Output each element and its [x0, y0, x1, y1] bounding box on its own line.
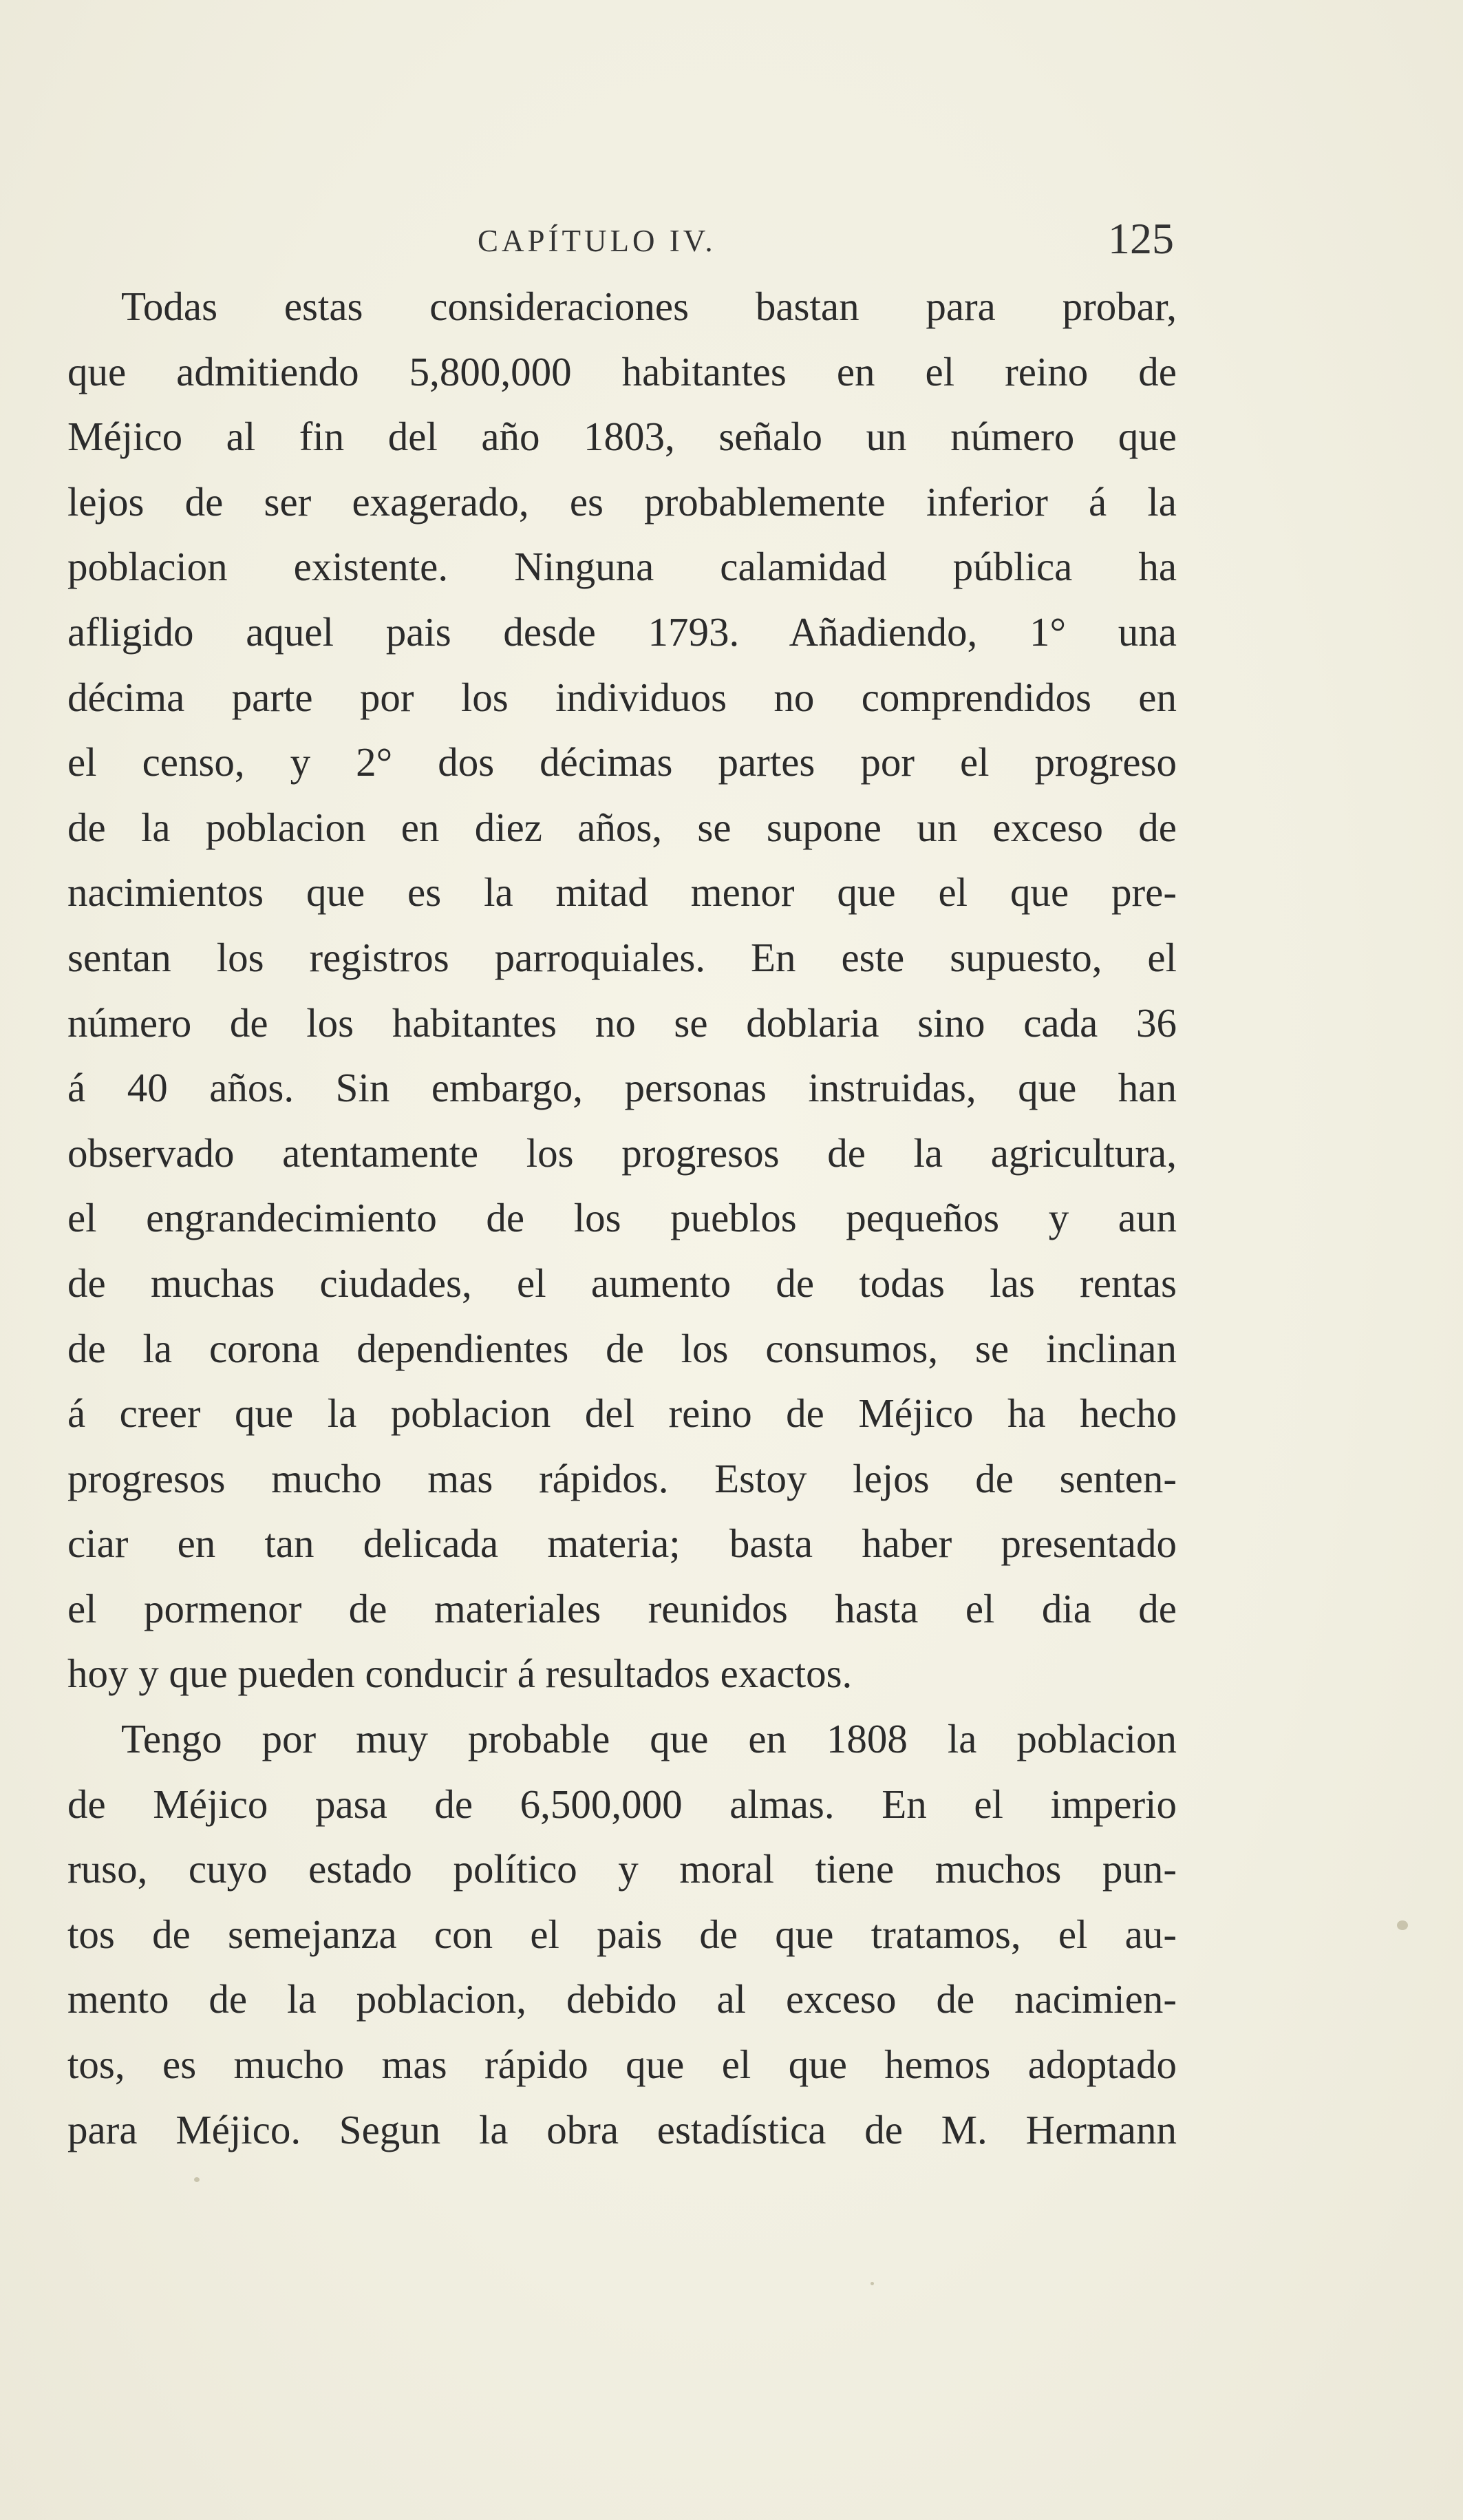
paper-speck — [1397, 1920, 1408, 1930]
body-text — [67, 274, 1177, 2162]
text-line: Méjico al fin del año 1803, señalo un número que — [67, 414, 1177, 460]
text-line: afligido aquel pais desde 1793. Añadiendo, 1° una — [67, 608, 1177, 655]
text-line: número de los habitantes no se doblaria sino cada 36 — [67, 999, 1177, 1046]
chapter-title: CAPÍTULO IV. — [478, 224, 716, 258]
text-line: tos de semejanza con el pais de que tratamos, el au- — [67, 1911, 1177, 1957]
text-line: ciar en tan delicada materia; basta haber presentado — [67, 1521, 1177, 1567]
text-line: de la poblacion en diez años, se supone un exceso de — [67, 804, 1177, 850]
text-line: el pormenor de materiales reunidos hasta el dia de — [67, 1585, 1177, 1631]
text-line: de Méjico pasa de 6,500,000 almas. En el imperio — [67, 1781, 1177, 1827]
text-line: observado atentamente los progresos de la agricultura, — [67, 1130, 1177, 1176]
text-line: lejos de ser exagerado, es probablemente inferior á la — [67, 478, 1177, 525]
text-line: sentan los registros parroquiales. En este supuesto, el — [67, 934, 1177, 980]
text-line: poblacion existente. Ninguna calamidad pública ha — [67, 544, 1177, 590]
text-line: el censo, y 2° dos décimas partes por el progreso — [67, 739, 1177, 785]
running-head — [67, 213, 1174, 268]
text-line: de la corona dependientes de los consumos, se inclinan — [67, 1325, 1177, 1371]
text-line: tos, es mucho mas rápido que el que hemos adoptado — [67, 2042, 1177, 2088]
text-line: el engrandecimiento de los pueblos pequeños y aun — [67, 1195, 1177, 1241]
text-line: para Méjico. Segun la obra estadística de M. Hermann — [67, 2106, 1177, 2152]
text-line: de muchas ciudades, el aumento de todas las rentas — [67, 1260, 1177, 1306]
text-line: Tengo por muy probable que en 1808 la poblacion — [121, 1716, 1177, 1762]
text-line: que admitiendo 5,800,000 habitantes en el reino de — [67, 348, 1177, 394]
text-line: décima parte por los individuos no comprendidos en — [67, 674, 1177, 720]
page-number: 125 — [1108, 214, 1174, 263]
text-line: á creer que la poblacion del reino de Méjico ha hecho — [67, 1390, 1177, 1437]
text-line: mento de la poblacion, debido al exceso de nacimien- — [67, 1976, 1177, 2022]
text-line: nacimientos que es la mitad menor que el que pre- — [67, 869, 1177, 915]
text-line: á 40 años. Sin embargo, personas instruidas, que han — [67, 1065, 1177, 1111]
text-line: progresos mucho mas rápidos. Estoy lejos de senten- — [67, 1455, 1177, 1501]
paper-speck — [871, 2282, 874, 2285]
text-line: Todas estas consideraciones bastan para probar, — [121, 284, 1177, 329]
text-line: ruso, cuyo estado político y moral tiene muchos pun- — [67, 1846, 1177, 1892]
text-line: hoy y que pueden conducir á resultados exactos. — [67, 1651, 853, 1697]
paper-speck — [194, 2177, 200, 2182]
